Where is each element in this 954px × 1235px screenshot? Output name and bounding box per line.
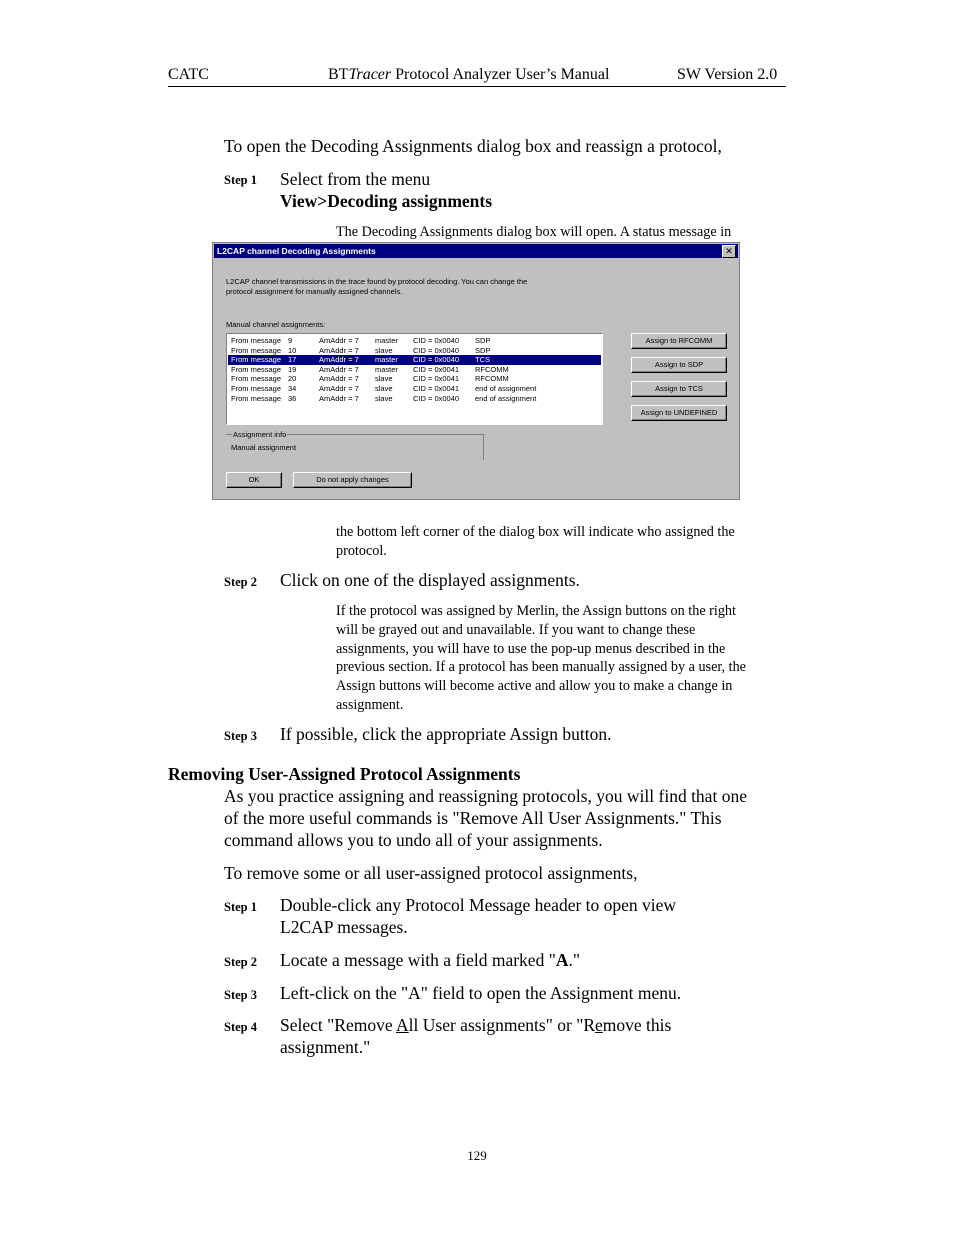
list-cell-cid: CID = 0x0040 [413,345,460,355]
list-cell-num: 10 [288,345,297,355]
paragraph-line: of the more useful commands is "Remove All User Assignments." This [224,808,722,828]
list-cell-from: From message [231,374,282,384]
list-cell-addr: AmAddr = 7 [319,374,359,384]
step2-note [336,602,746,715]
step-label: Step 3 [224,729,257,743]
step-text-line: assignment." [280,1037,371,1057]
step-label: Step 1 [224,900,257,914]
dialog-description-line: protocol assignment for manually assigned channels. [226,287,403,296]
step-text-part: Select "Remove [280,1015,397,1035]
list-label: Manual channel assignments: [226,320,326,329]
list-cell-proto: SDP [475,336,491,345]
header-version: SW Version 2.0 [677,66,778,83]
note-text: The Decoding Assignments dialog box will open. A status message in [336,224,732,240]
list-cell-num: 19 [288,364,297,374]
header-title-italic: Tracer [348,66,392,83]
assign-tcs-button[interactable]: Assign to TCS [631,381,727,397]
section-heading [168,763,520,785]
accelerator-key: A [396,1015,409,1035]
list-cell-from: From message [231,336,282,345]
list-cell-from: From message [231,384,282,393]
paragraph-line: As you practice assigning and reassigning protocols, you will find that one [224,786,747,806]
list-cell-proto: end of assignment [475,384,537,393]
list-cell-proto: SDP [475,345,491,355]
note-line: protocol. [336,542,387,559]
step-text-line: Select from the menu [280,169,431,189]
step-text: If possible, click the appropriate Assign button. [280,724,612,744]
step-label: Step 1 [224,173,257,187]
header-title-prefix: BT [328,66,349,83]
list-cell-role: master [375,364,398,374]
list-cell-num: 17 [288,355,297,365]
note-text [336,523,735,561]
list-item[interactable] [228,365,601,375]
step-text [280,949,580,971]
section-paragraph [224,785,747,851]
step-text: Click on one of the displayed assignments. [280,570,580,590]
list-item[interactable] [228,336,601,346]
step-text: Left-click on the "A" field to open the Assignment menu. [280,983,682,1003]
list-cell-addr: AmAddr = 7 [319,336,359,345]
note-line: assignment. [336,696,404,713]
step-text [280,1014,671,1058]
list-cell-role: master [375,336,398,345]
note-line: the bottom left corner of the dialog box will indicate who assigned the [336,524,735,540]
list-cell-role: master [375,355,398,365]
note-line: If the protocol was assigned by Merlin, the Assign buttons on the right [336,603,736,619]
list-cell-cid: CID = 0x0041 [413,374,460,384]
dialog-title-bar [214,244,738,258]
header-left: CATC [168,66,209,83]
list-cell-proto: end of assignment [475,393,537,403]
assign-rfcomm-button[interactable]: Assign to RFCOMM [631,333,727,349]
step-label: Step 3 [224,988,257,1002]
close-icon[interactable]: ✕ [722,245,736,258]
list-item[interactable] [228,346,601,356]
assignments-listbox[interactable] [226,333,603,425]
do-not-apply-button[interactable]: Do not apply changes [293,472,412,488]
decoding-assignments-dialog [212,242,740,500]
step-text-part: ." [568,950,581,970]
menu-path: View>Decoding assignments [280,191,493,211]
note-line: previous section. If a protocol has been manually assigned by a user, the [336,659,746,676]
list-item[interactable] [228,355,601,365]
list-cell-cid: CID = 0x0041 [413,364,460,374]
list-cell-proto: RFCOMM [475,364,509,374]
list-item[interactable] [228,374,601,384]
list-cell-role: slave [375,384,393,393]
list-cell-addr: AmAddr = 7 [319,384,359,393]
dialog-title: L2CAP channel Decoding Assignments [217,246,376,256]
list-cell-addr: AmAddr = 7 [319,393,359,403]
list-cell-num: 20 [288,374,297,384]
dialog-description [226,277,586,297]
list-cell-num: 9 [288,336,293,345]
step-text [280,168,492,212]
list-cell-cid: CID = 0x0040 [413,393,460,403]
list-cell-from: From message [231,345,282,355]
assignment-info-title: Assignment info [233,430,287,439]
step-label: Step 2 [224,955,257,969]
list-cell-cid: CID = 0x0040 [413,355,460,365]
list-cell-cid: CID = 0x0041 [413,384,460,393]
list-cell-role: slave [375,345,393,355]
list-cell-addr: AmAddr = 7 [319,345,359,355]
intro-text: To open the Decoding Assignments dialog box and reassign a protocol, [224,136,722,156]
step-text-line: L2CAP messages. [280,917,408,937]
step-text-part: move this [602,1015,672,1035]
accelerator-key: e [595,1015,603,1035]
step-text-part: ll User assignments" or "R [408,1015,596,1035]
section-heading-text: Removing User-Assigned Protocol Assignments [168,764,521,784]
assignment-info-group [226,430,484,460]
section-intro: To remove some or all user-assigned protocol assignments, [224,863,638,883]
list-cell-proto: RFCOMM [475,374,509,384]
header-rule [168,86,786,87]
paragraph-line: command allows you to undo all of your assignments. [224,830,603,850]
list-cell-num: 36 [288,393,297,403]
list-cell-addr: AmAddr = 7 [319,364,359,374]
ok-button[interactable]: OK [226,472,282,488]
note-line: assignments, you will have to use the pop-up menus described in the [336,640,726,657]
list-item[interactable] [228,394,601,404]
assignment-info-value: Manual assignment [231,443,297,452]
step-text-part: Locate a message with a field marked " [280,950,556,970]
dialog-description-line: L2CAP channel transmissions in the trace found by protocol decoding. You can change the [226,277,528,286]
header-title [328,66,609,84]
list-cell-num: 34 [288,384,297,393]
step-text [280,894,676,938]
assign-undefined-button[interactable]: Assign to UNDEFINED [631,405,727,421]
header-title-suffix: Protocol Analyzer User’s Manual [391,66,610,83]
note-line: Assign buttons will become active and allow you to make a change in [336,678,733,695]
page-number: 129 [467,1148,487,1163]
list-cell-from: From message [231,393,282,403]
list-cell-proto: TCS [475,355,490,365]
list-cell-role: slave [375,374,393,384]
list-item[interactable] [228,384,601,394]
list-cell-from: From message [231,364,282,374]
note-line: will be grayed out and unavailable. If you want to change these [336,621,696,638]
step-label: Step 4 [224,1020,257,1034]
step-text-line: Double-click any Protocol Message header to open view [280,895,677,915]
step-label: Step 2 [224,575,257,589]
list-cell-from: From message [231,355,282,365]
list-cell-cid: CID = 0x0040 [413,336,460,345]
list-cell-role: slave [375,393,393,403]
field-marker: A [555,950,569,970]
assign-sdp-button[interactable]: Assign to SDP [631,357,727,373]
list-cell-addr: AmAddr = 7 [319,355,359,365]
